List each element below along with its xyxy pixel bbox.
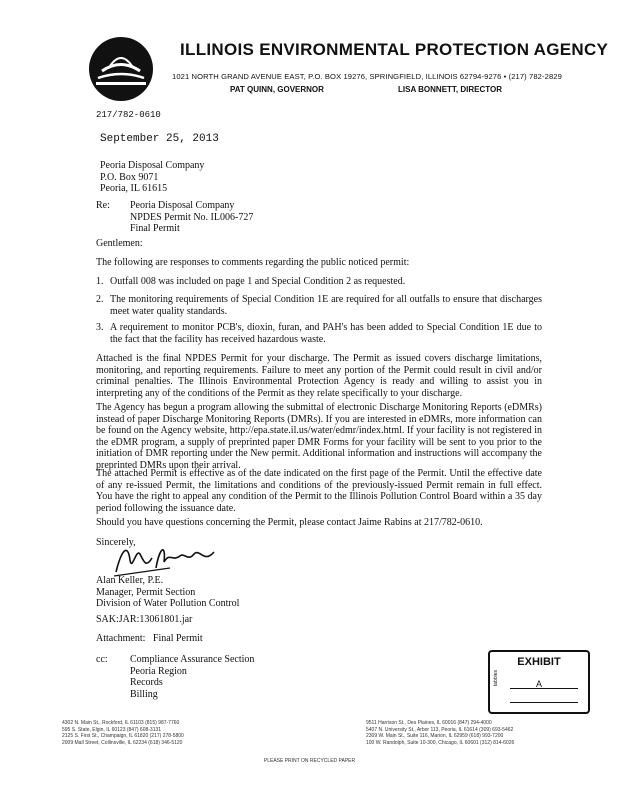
re-line: Final Permit: [130, 223, 180, 234]
closing: Sincerely,: [96, 537, 136, 548]
re-subject: [130, 200, 253, 235]
governor: PAT QUINN, GOVERNOR: [230, 85, 324, 94]
recipient-line: Peoria, IL 61615: [100, 183, 168, 194]
footer-office: 100 W. Randolph, Suite 10-300, Chicago, IL 60601 (312) 814-6026: [366, 739, 515, 746]
exhibit-value: A: [535, 679, 542, 689]
response-item: [96, 322, 542, 345]
director: LISA BONNETT, DIRECTOR: [398, 85, 503, 94]
exhibit-title: EXHIBIT: [517, 656, 561, 668]
item-text: A requirement to monitor PCB's, dioxin, furan, and PAH's has been added to Special Condition 1E due to the fact that the facility has received hazardous waste.: [110, 322, 542, 345]
attachment-line: Attachment: Final Permit: [96, 633, 203, 644]
footer-left: [62, 720, 184, 746]
re-line: Peoria Disposal Company: [130, 200, 235, 211]
iepa-logo: [88, 36, 154, 102]
recipient-line: Peoria Disposal Company: [100, 160, 205, 171]
re-line: NPDES Permit No. IL006-727: [130, 211, 254, 223]
body-paragraph: Should you have questions concerning the Permit, please contact Jaime Rabins at 217/782-0610.: [96, 517, 483, 528]
cc-item: Compliance Assurance Section: [130, 654, 255, 665]
cc-item: Billing: [130, 688, 158, 700]
signer-block: [96, 575, 239, 610]
exhibit-sticker: [488, 650, 590, 714]
re-label: Re:: [96, 200, 110, 211]
response-item: [96, 276, 542, 288]
exhibit-side-text: tabbies: [493, 670, 499, 687]
cc-label: cc:: [96, 654, 108, 665]
signature-image: [110, 538, 220, 580]
item-text: The monitoring requirements of Special Condition 1E are required for all outfalls to ensure that discharges meet water quality standards.: [110, 294, 542, 317]
signer-title: Manager, Permit Section: [96, 586, 196, 598]
intro-paragraph: The following are responses to comments regarding the public noticed permit:: [96, 257, 410, 268]
cc-list: [130, 654, 254, 700]
item-number: 1.: [96, 276, 104, 287]
signer-division: Division of Water Pollution Control: [96, 598, 240, 609]
footer-office: 2309 W. Main St., Suite 116, Marion, IL 62959 (618) 993-7200: [366, 733, 504, 740]
item-number: 3.: [96, 322, 104, 333]
agency-address: 1021 NORTH GRAND AVENUE EAST, P.O. BOX 19276, SPRINGFIELD, ILLINOIS 62794-9276 • (217) 782-2829: [172, 72, 562, 81]
recipient-address: [100, 160, 204, 195]
body-paragraph: The Agency has begun a program allowing the submittal of electronic Discharge Monitoring Reports (eDMRs) instead of paper Discharge Monitoring Reports (DMRs). If you are interested in eDMRs, more information can be found on the Agency website, http://epa.state.il.us/water/edmr/index.html. If your facility is not registered in the eDMR program, a supply of preprinted paper DMR Forms for your facility will be sent to you prior to the initiation of DMR reporting under the New permit. Additional information and instructions will accompany the preprinted DMRs upon their arrival.: [96, 402, 542, 471]
item-text: Outfall 008 was included on page 1 and Special Condition 2 as requested.: [110, 276, 406, 287]
body-paragraph: The attached Permit is effective as of the date indicated on the first page of the Permit. Until the effective date of any re-issued Permit, the limitations and conditions of the previously-issued Permit remain in full effect. You have the right to appeal any condition of the Permit to the Illinois Pollution Control Board within a 35 day period following the issuance date.: [96, 468, 542, 514]
letter-date: September 25, 2013: [100, 133, 219, 145]
signer-name: Alan Keller, P.E.: [96, 575, 164, 586]
reference-code: SAK:JAR:13061801.jar: [96, 614, 193, 625]
footer-office: 2009 Mall Street, Collinsville, IL 62234 (618) 346-5120: [62, 739, 183, 746]
phone-reference: 217/782-0610: [96, 110, 161, 120]
footer-office: 595 S. State, Elgin, IL 60123 (847) 608-3131: [62, 726, 162, 733]
footer-right: [366, 720, 514, 746]
response-item: [96, 294, 542, 317]
exhibit-line: [510, 688, 578, 689]
footer-office: 5407 N. University St., Arbor 113, Peoria, IL 61614 (309) 693-5462: [366, 726, 514, 733]
exhibit-line: [510, 702, 578, 703]
recycle-note: PLEASE PRINT ON RECYCLED PAPER: [263, 758, 356, 764]
salutation: Gentlemen:: [96, 238, 143, 249]
footer-office: 9511 Harrison St., Des Plaines, IL 60016 (847) 294-4000: [366, 720, 492, 726]
item-number: 2.: [96, 294, 104, 305]
cc-item: Records: [130, 677, 163, 688]
cc-item: Peoria Region: [130, 665, 187, 677]
footer-office: 2125 S. First St., Champaign, IL 61820 (217) 278-5800: [62, 733, 184, 740]
recipient-line: P.O. Box 9071: [100, 171, 159, 183]
footer-office: 4302 N. Main St., Rockford, IL 61103 (815) 987-7760: [62, 720, 180, 726]
body-paragraph: Attached is the final NPDES Permit for your discharge. The Permit as issued covers discharge limitations, monitoring, and reporting requirements. Failure to meet any portion of the Permit could result in civil and/or criminal penalties. The Illinois Environmental Protection Agency is ready and willing to assist you in interpreting any of the conditions of the Permit as they relate specifically to your discharge.: [96, 353, 542, 399]
agency-name: ILLINOIS ENVIRONMENTAL PROTECTION AGENCY: [180, 40, 609, 59]
